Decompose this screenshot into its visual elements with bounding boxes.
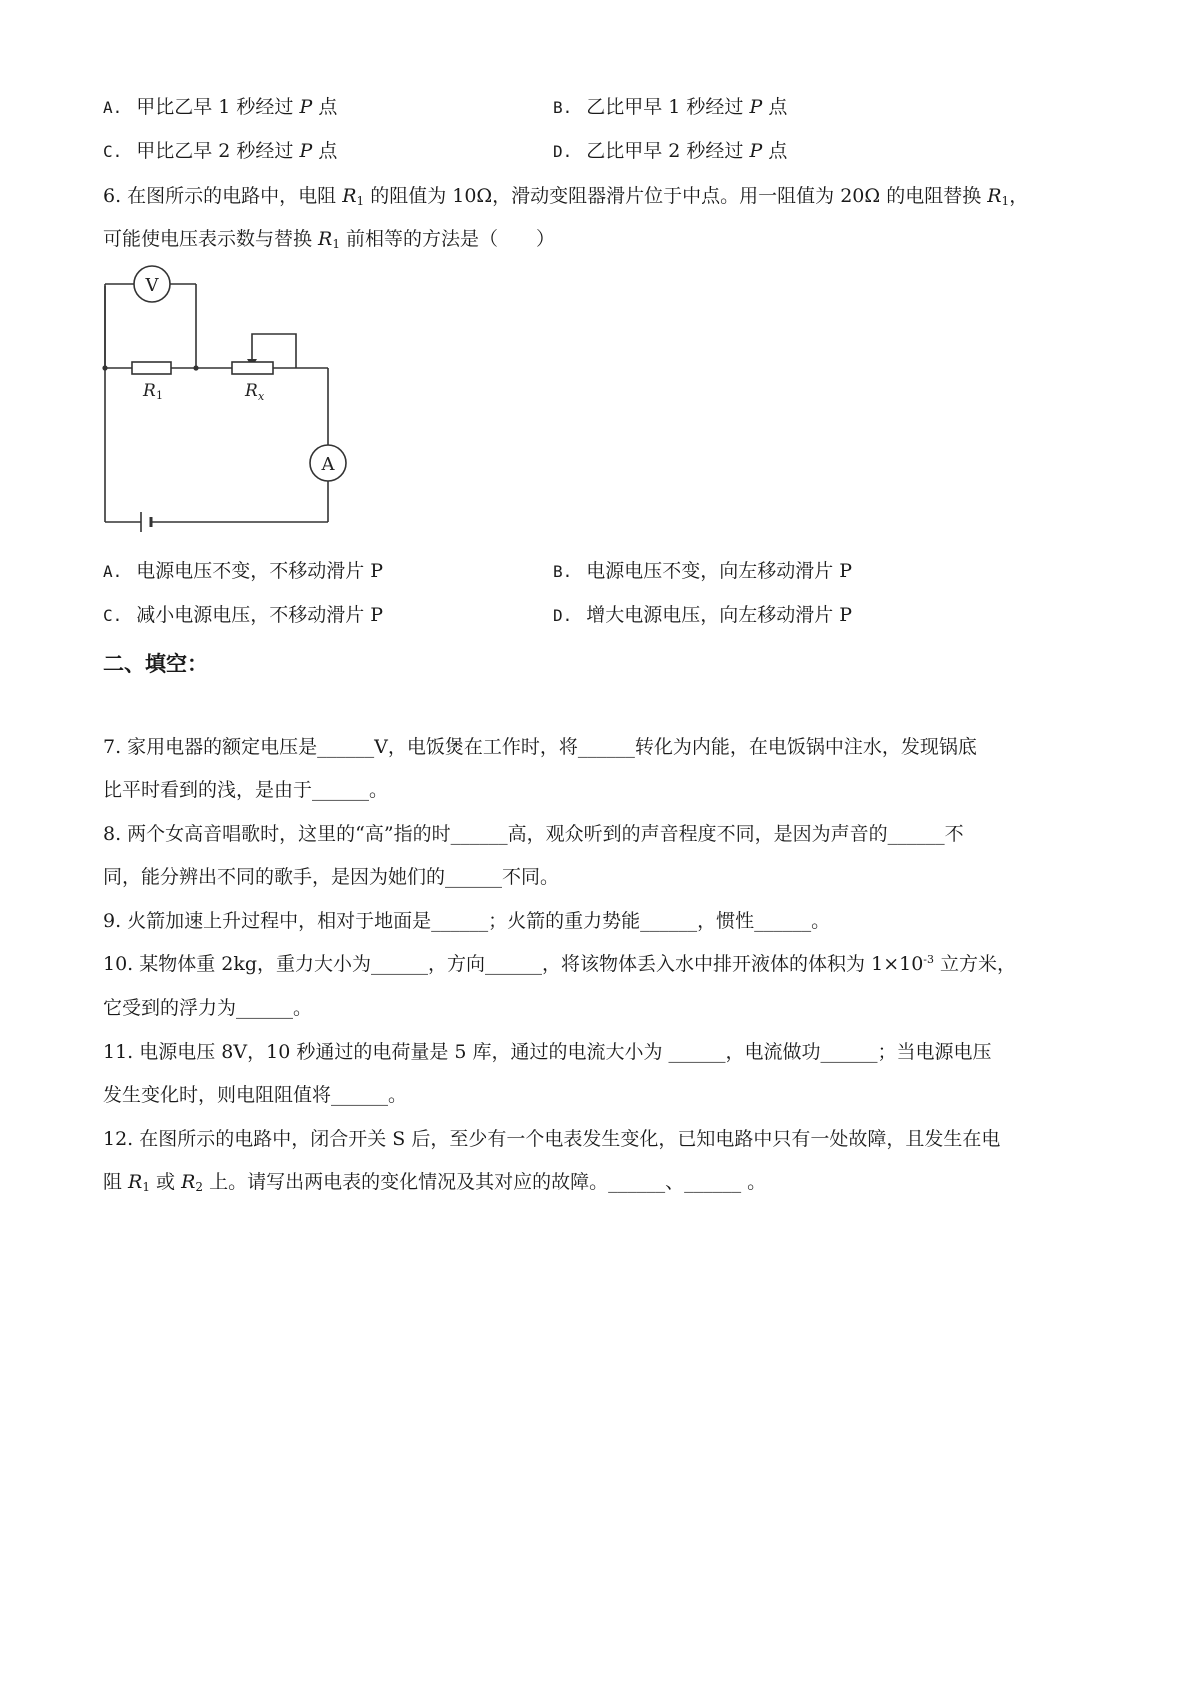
rx-subscript: x [258,390,265,403]
q5-option-d [553,138,787,165]
q11-line-2: 发生变化时，则电阻阻值将______。 [103,1084,408,1106]
point-variable: P [299,96,313,118]
q8-line-1: 8. 两个女高音唱歌时，这里的“高”指的时______高，观众听到的声音程度不同，是因为声音的______不 [103,823,964,845]
option-text-end: 点 [762,140,788,162]
point-variable: P [749,96,763,118]
point-variable: P [749,140,763,162]
option-text: 乙比甲早 2 秒经过 [586,140,750,162]
option-label: D. [553,142,573,161]
option-text: 减小电源电压，不移动滑片 P [136,604,384,626]
option-label: B. [553,562,573,581]
option-label: A. [103,562,123,581]
option-label: D. [553,606,573,625]
q11-line-1: 11. 电源电压 8V，10 秒通过的电荷量是 5 库，通过的电流大小为 ______，电流做功______；当电源电压 [103,1041,992,1063]
q6-stem-line-2 [103,226,555,252]
circuit-diagram [100,275,360,540]
resistor-subscript: 1 [356,194,365,208]
option-text: 增大电源电压，向左移动滑片 P [586,604,853,626]
q10-text: 立方米， [934,953,1017,975]
rx-label: R [245,381,258,401]
resistor-symbol: R [342,185,357,207]
option-label: B. [553,98,573,117]
q7-line-1: 7. 家用电器的额定电压是______V，电饭煲在工作时，将______转化为内能，在电饭锅中注水，发现锅底 [103,736,977,758]
resistor-subscript: 2 [195,1180,204,1194]
q6-option-b [553,558,852,585]
resistor-symbol: R [318,228,333,250]
resistor-subscript: 1 [1001,194,1010,208]
option-text-end: 点 [312,140,338,162]
resistor-subscript: 1 [332,237,340,251]
r1-subscript: 1 [156,389,163,402]
option-text: 电源电压不变，向左移动滑片 P [586,560,853,582]
q6-option-d [553,602,852,629]
option-text: 乙比甲早 1 秒经过 [586,96,750,118]
option-text: 电源电压不变，不移动滑片 P [136,560,384,582]
option-text-end: 点 [312,96,338,118]
r1-label: R [143,381,156,401]
q12-text: 或 [150,1171,182,1193]
resistor-symbol: R [128,1171,143,1193]
resistor-symbol: R [181,1171,196,1193]
q8-line-2: 同，能分辨出不同的歌手，是因为她们的______不同。 [103,866,560,888]
resistor-subscript: 1 [142,1180,150,1194]
junction-dot [102,365,107,370]
ammeter-label: A [321,454,335,475]
option-text: 甲比乙早 2 秒经过 [136,140,300,162]
resistor-symbol: R [987,185,1002,207]
q6-stem-line-1 [103,183,1028,209]
q6-text: 的阻值为 10Ω，滑动变阻器滑片位于中点。用一阻值为 20Ω 的电阻替换 [364,185,988,207]
q6-text: 6. 在图所示的电路中，电阻 [103,185,343,207]
option-label: C. [103,142,123,161]
option-text: 甲比乙早 1 秒经过 [136,96,300,118]
section-heading: 二、填空： [103,652,208,676]
q10-text: 10. 某物体重 2kg，重力大小为______，方向______，将该物体丢入水中排开液体的体积为 1×10 [103,953,924,975]
q12-text: 阻 [103,1171,129,1193]
point-variable: P [299,140,313,162]
q12-line-1: 12. 在图所示的电路中，闭合开关 S 后，至少有一个电表发生变化，已知电路中只有一处故障，且发生在电 [103,1128,1001,1150]
q5-option-c [103,138,337,165]
option-label: A. [103,98,123,117]
q9-line-1: 9. 火箭加速上升过程中，相对于地面是______；火箭的重力势能______，惯性______。 [103,910,831,932]
resistor-r1 [132,362,171,374]
q6-option-a [103,558,383,585]
q6-text: 可能使电压表示数与替换 [103,228,319,250]
q7-line-2: 比平时看到的浅，是由于______。 [103,779,389,801]
q12-text: 上。请写出两电表的变化情况及其对应的故障。______、______ 。 [203,1171,767,1193]
rheostat-rx [232,362,273,374]
q6-text: ， [1009,185,1029,207]
battery-icon [141,512,151,532]
q5-option-a [103,94,337,121]
q10-line-2: 它受到的浮力为______。 [103,997,313,1019]
q5-option-b [553,94,787,121]
option-label: C. [103,606,123,625]
junction-dot [193,365,198,370]
q10-line-1 [103,951,1016,977]
q6-option-c [103,602,383,629]
q6-text: 前相等的方法是（ ） [340,228,556,250]
option-text-end: 点 [762,96,788,118]
wires [105,284,328,522]
exponent: -3 [923,953,935,966]
voltmeter-label: V [145,275,159,296]
q12-line-2 [103,1169,766,1195]
